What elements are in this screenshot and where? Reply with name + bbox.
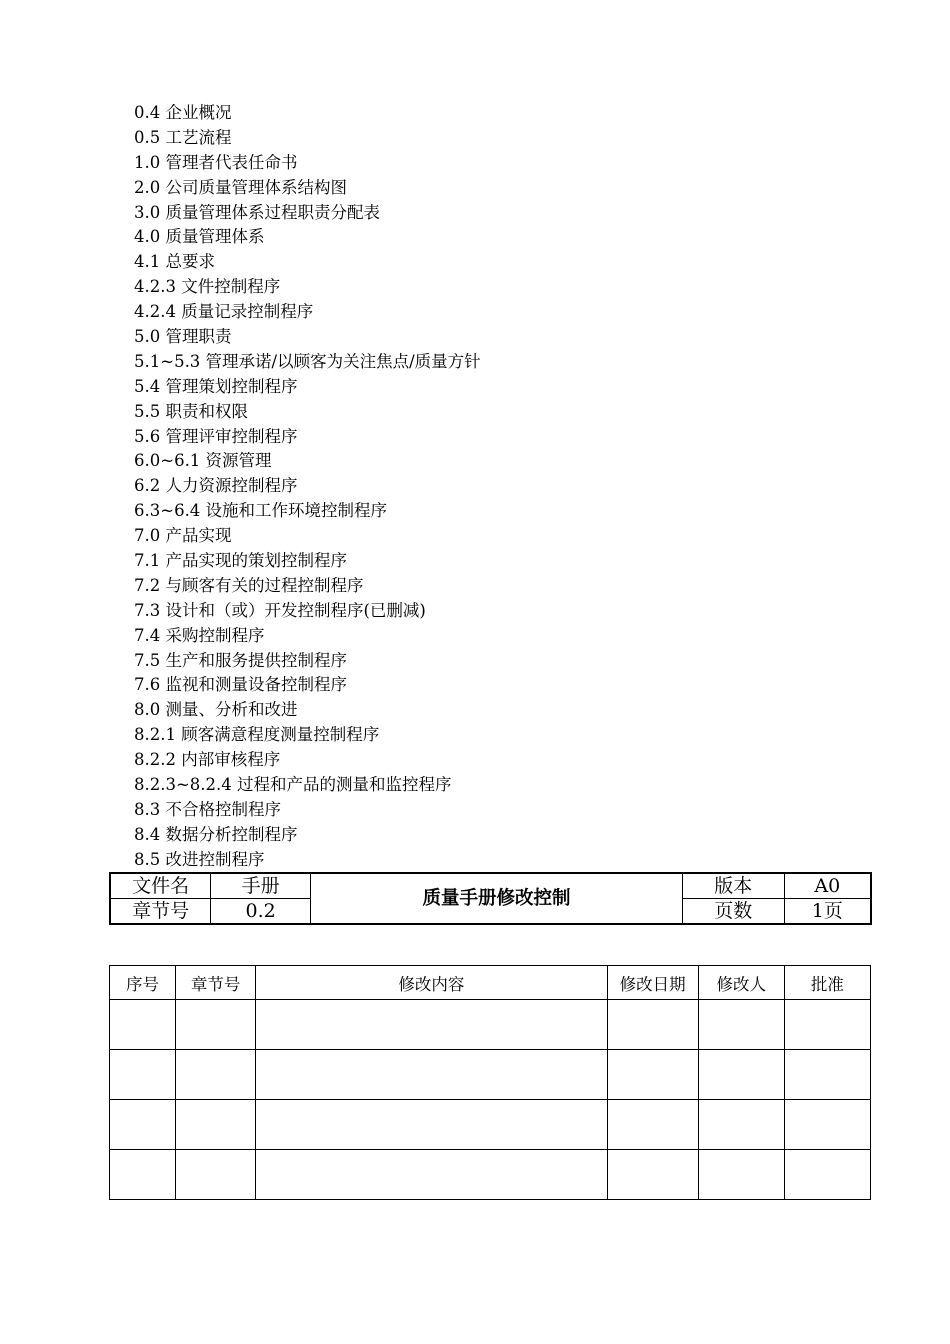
table-cell <box>698 1050 784 1100</box>
table-row <box>110 1000 871 1050</box>
column-header-modifier: 修改人 <box>698 966 784 1000</box>
toc-item: 8.2.2 内部审核程序 <box>134 750 281 770</box>
toc-item: 8.5 改进控制程序 <box>134 849 265 869</box>
document-title: 质量手册修改控制 <box>311 873 683 924</box>
pages-label: 页数 <box>682 899 784 925</box>
toc-item: 5.1~5.3 管理承诺/以顾客为关注焦点/质量方针 <box>134 351 481 371</box>
toc-item: 4.2.4 质量记录控制程序 <box>134 302 314 322</box>
toc-item: 4.2.3 文件控制程序 <box>134 277 281 297</box>
chapter-label: 章节号 <box>110 899 211 925</box>
toc-item: 1.0 管理者代表任命书 <box>134 152 298 172</box>
table-cell <box>110 1100 176 1150</box>
toc-item: 4.0 质量管理体系 <box>134 227 265 247</box>
table-cell <box>176 1000 256 1050</box>
table-cell <box>784 1150 870 1200</box>
table-cell <box>607 1000 698 1050</box>
toc-item: 7.6 监视和测量设备控制程序 <box>134 675 347 695</box>
toc-item: 5.4 管理策划控制程序 <box>134 376 298 396</box>
toc-item: 4.1 总要求 <box>134 252 215 272</box>
table-cell <box>698 1000 784 1050</box>
table-cell <box>607 1150 698 1200</box>
column-header-content: 修改内容 <box>256 966 607 1000</box>
toc-item: 5.0 管理职责 <box>134 327 232 347</box>
column-header-chapter: 章节号 <box>176 966 256 1000</box>
table-row <box>110 1100 871 1150</box>
document-header-table <box>109 872 872 925</box>
toc-item: 2.0 公司质量管理体系结构图 <box>134 177 347 197</box>
toc-item: 6.3~6.4 设施和工作环境控制程序 <box>134 501 388 521</box>
toc-item: 8.2.1 顾客满意程度测量控制程序 <box>134 725 380 745</box>
toc-item: 5.5 职责和权限 <box>134 401 248 421</box>
toc-item: 7.5 生产和服务提供控制程序 <box>134 650 347 670</box>
table-of-contents <box>134 101 481 873</box>
table-cell <box>698 1150 784 1200</box>
toc-item: 6.0~6.1 资源管理 <box>134 451 272 471</box>
toc-item: 0.5 工艺流程 <box>134 127 232 147</box>
version-value: A0 <box>784 873 871 899</box>
toc-item: 3.0 质量管理体系过程职责分配表 <box>134 202 380 222</box>
toc-item: 6.2 人力资源控制程序 <box>134 476 298 496</box>
file-name-label: 文件名 <box>110 873 211 899</box>
revision-control-table <box>109 965 871 1200</box>
table-cell <box>256 1050 607 1100</box>
table-cell <box>256 1150 607 1200</box>
toc-item: 7.0 产品实现 <box>134 526 232 546</box>
table-cell <box>256 1100 607 1150</box>
toc-item: 7.3 设计和（或）开发控制程序(已删减) <box>134 600 426 620</box>
column-header-date: 修改日期 <box>607 966 698 1000</box>
file-name-value: 手册 <box>211 873 311 899</box>
table-cell <box>698 1100 784 1150</box>
table-cell <box>784 1100 870 1150</box>
table-cell <box>256 1000 607 1050</box>
toc-item: 8.2.3~8.2.4 过程和产品的测量和监控程序 <box>134 775 452 795</box>
table-cell <box>110 1000 176 1050</box>
toc-item: 8.3 不合格控制程序 <box>134 799 281 819</box>
table-cell <box>784 1050 870 1100</box>
toc-item: 7.1 产品实现的策划控制程序 <box>134 551 347 571</box>
table-cell <box>110 1050 176 1100</box>
table-cell <box>784 1000 870 1050</box>
table-row <box>110 1050 871 1100</box>
table-cell <box>607 1100 698 1150</box>
column-header-approval: 批准 <box>784 966 870 1000</box>
table-cell <box>110 1150 176 1200</box>
table-cell <box>176 1050 256 1100</box>
table-cell <box>176 1100 256 1150</box>
toc-item: 7.4 采购控制程序 <box>134 625 265 645</box>
chapter-value: 0.2 <box>211 899 311 925</box>
toc-item: 5.6 管理评审控制程序 <box>134 426 298 446</box>
column-header-no: 序号 <box>110 966 176 1000</box>
toc-item: 7.2 与顾客有关的过程控制程序 <box>134 575 364 595</box>
table-cell <box>607 1050 698 1100</box>
table-cell <box>176 1150 256 1200</box>
table-header-row <box>110 966 871 1000</box>
table-row <box>110 1150 871 1200</box>
toc-item: 0.4 企业概况 <box>134 103 232 122</box>
toc-item: 8.0 测量、分析和改进 <box>134 700 298 720</box>
toc-item: 8.4 数据分析控制程序 <box>134 824 298 844</box>
version-label: 版本 <box>682 873 784 899</box>
pages-value: 1页 <box>784 899 871 925</box>
